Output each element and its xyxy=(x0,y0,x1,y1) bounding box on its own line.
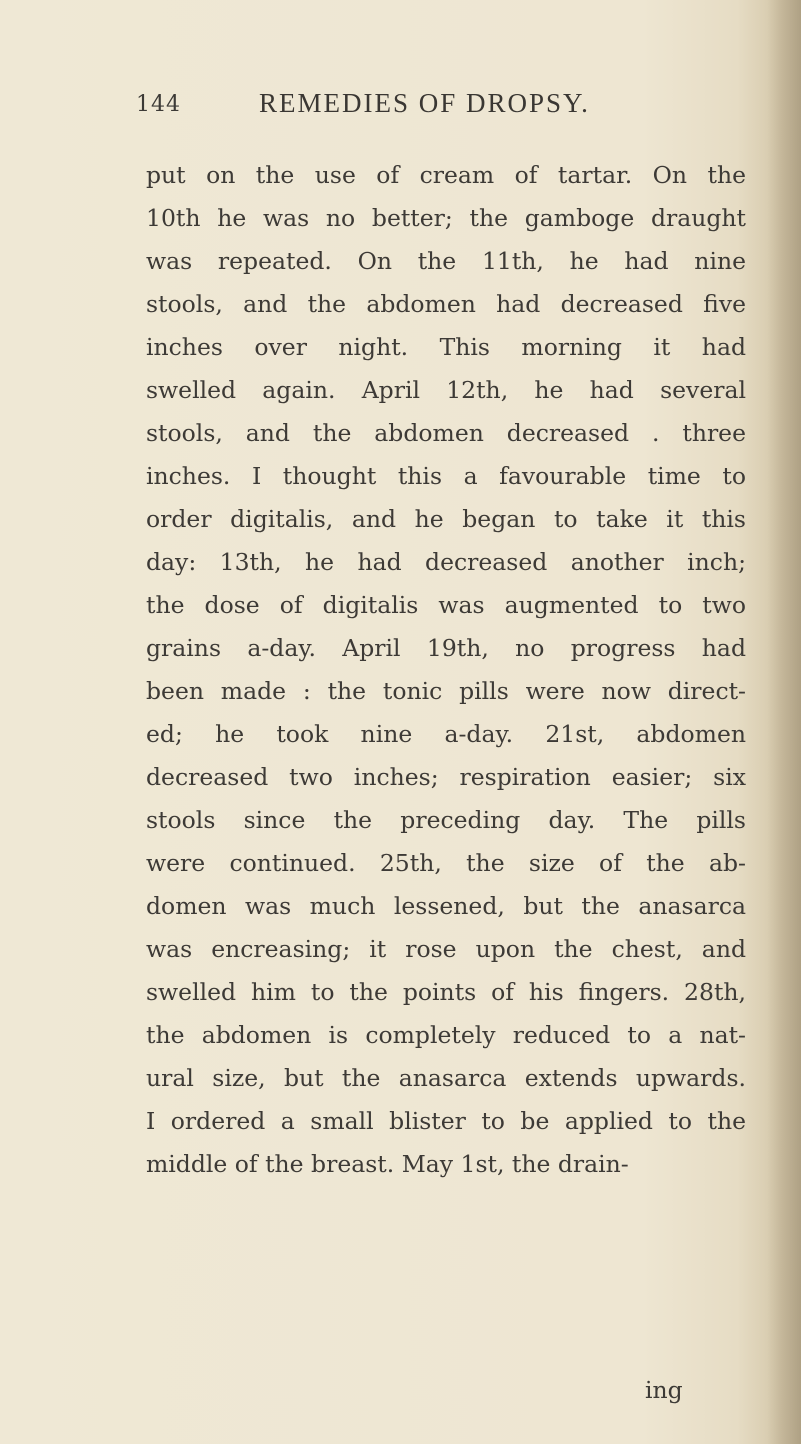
text-line: the abdomen is completely reduced to a nat- xyxy=(146,1021,746,1049)
text-line: day: 13th, he had decreased another inch; xyxy=(146,548,746,576)
text-line: were continued. 25th, the size of the ab- xyxy=(146,849,746,877)
text-line: was repeated. On the 11th, he had nine xyxy=(146,247,746,275)
text-line: domen was much lessened, but the anasarca xyxy=(146,892,746,920)
body-text xyxy=(146,154,746,1186)
text-line: ural size, but the anasarca extends upwards. xyxy=(146,1064,746,1092)
text-line: was encreasing; it rose upon the chest, and xyxy=(146,935,746,963)
text-line: inches over night. This morning it had xyxy=(146,333,746,361)
text-line: I ordered a small blister to be applied to the xyxy=(146,1107,746,1135)
catchword: ing xyxy=(645,1376,683,1404)
text-line: inches. I thought this a favourable time to xyxy=(146,462,746,490)
text-line: swelled him to the points of his fingers. 28th, xyxy=(146,978,746,1006)
text-line: been made : the tonic pills were now direct- xyxy=(146,677,746,705)
text-line: stools since the preceding day. The pills xyxy=(146,806,746,834)
text-line: swelled again. April 12th, he had several xyxy=(146,376,746,404)
text-line: stools, and the abdomen had decreased five xyxy=(146,290,746,318)
page-header xyxy=(0,88,801,138)
text-line: decreased two inches; respiration easier; six xyxy=(146,763,746,791)
text-line: grains a-day. April 19th, no progress had xyxy=(146,634,746,662)
running-head: REMEDIES OF DROPSY. xyxy=(259,88,590,118)
text-line: 10th he was no better; the gamboge draught xyxy=(146,204,746,232)
text-line: the dose of digitalis was augmented to two xyxy=(146,591,746,619)
text-line: put on the use of cream of tartar. On the xyxy=(146,161,746,189)
page-gutter-shadow xyxy=(767,0,801,1444)
text-line: middle of the breast. May 1st, the drain- xyxy=(146,1150,629,1178)
text-line: stools, and the abdomen decreased . three xyxy=(146,419,746,447)
text-line: order digitalis, and he began to take it this xyxy=(146,505,746,533)
page-number: 144 xyxy=(136,92,181,117)
text-line: ed; he took nine a-day. 21st, abdomen xyxy=(146,720,746,748)
